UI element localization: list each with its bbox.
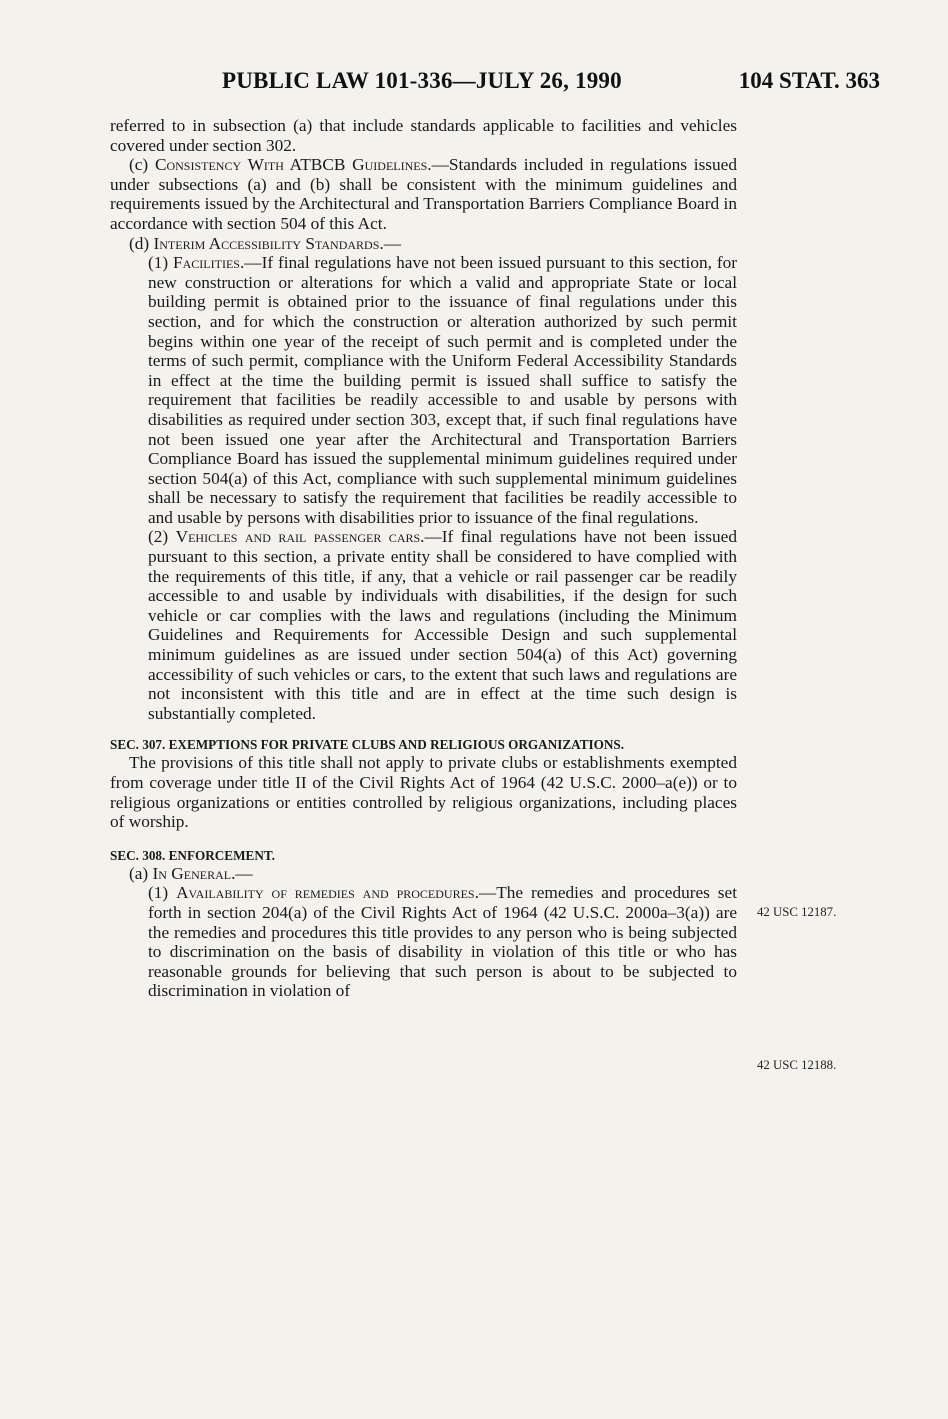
statute-page-number: 104 STAT. 363 [738,68,880,93]
subsection-308-a-paragraphs [110,883,737,1001]
paragraph-d1 [148,253,737,527]
section-308-heading: SEC. 308. ENFORCEMENT. [110,847,275,863]
paragraph-heading: Vehicles and rail passenger cars. [175,527,425,547]
section-307-text: The provisions of this title shall not apply to private clubs or establishments exempted from coverage under title II of the Civil Rights Act of 1964 (42 U.S.C. 2000–a(e)) or to religious organizations or entities controlled by religious organizations, including places of worship. [110,753,737,832]
section-307-heading: SEC. 307. EXEMPTIONS FOR PRIVATE CLUBS AND RELIGIOUS ORGANIZATIONS. [110,737,625,753]
subsection-d-paragraphs [110,253,737,723]
margin-citation-308: 42 USC 12188. [757,1058,837,1072]
paragraph-heading: Facilities. [173,253,245,273]
paragraph-text: —The remedies and procedures set forth in section 204(a) of the Civil Rights Act of 1964 (42 U.S.C. 2000a–3(a)) are the remedies and procedures this title provides to any person who is being subjected to discrimination on the basis of disability in violation of this title or who has reasonable grounds for believing that such person is about to be subjected to discrimination in violation of [148,883,737,1001]
subsection-heading: Interim Accessibility Standards. [153,233,384,253]
subsection-heading: In General. [152,863,236,883]
page-title: PUBLIC LAW 101-336—JULY 26, 1990 [222,68,622,93]
margin-citation-307: 42 USC 12187. [757,905,837,919]
paragraph-label: (1) [148,253,174,273]
paragraph-label: (2) [148,527,176,547]
subsection-d [110,234,737,254]
paragraph-text: referred to in subsection (a) that include standards applicable to facilities and vehicles covered under section 302. [110,116,737,155]
paragraph-heading: Availability of remedies and procedures. [176,883,479,903]
subsection-label: (a) [129,863,153,883]
paragraph-text: —If final regulations have not been issued pursuant to this section, for new construction or alterations for which a valid and appropriate State or local building permit is obtained prior to the issuance of final regulations under this section, and for which the construction or alteration authorized by such permit begins within one year of the receipt of such permit and is completed under the terms of such permit, compliance with the Uniform Federal Accessibility Standards in effect at the time the building permit is issued shall suffice to satisfy the requirement that facilities be readily accessible to and usable by persons with disabilities as required under section 303, except that, if such final regulations have not been issued one year after the Architectural and Transportation Barriers Compliance Board has issued the supplemental minimum guidelines required under section 504(a) of this Act, compliance with such supplemental minimum guidelines shall be necessary to satisfy the requirement that facilities be readily accessible to and usable by persons with disabilities prior to issuance of the final regulations. [148,253,737,527]
paragraph-continuation [110,116,737,155]
subsection-dash: — [383,233,401,253]
subsection-label: (c) [129,155,155,175]
subsection-text: —Standards included in regulations issued under subsections (a) and (b) shall be consistent with the minimum guidelines and requirements issued by the Architectural and Transportation Barriers Compliance Board in accordance with section 504 of this Act. [110,155,737,233]
document-body [110,116,737,1001]
subsection-label: (d) [129,233,154,253]
subsection-heading: Consistency With ATBCB Guidelines. [154,155,432,175]
paragraph-308-a1 [148,883,737,1001]
paragraph-label: (1) [148,883,177,903]
paragraph-text: —If final regulations have not been issued pursuant to this section, a private entity shall be considered to have complied with the requirements of this title, if any, that a vehicle or rail passenger car be readily accessible to and usable by individuals with disabilities, if the design for such vehicle or car complies with the laws and regulations (including the Minimum Guidelines and Requirements for Accessible Design and such supplemental minimum guidelines as are issued under section 504(a) of this Act) governing accessibility of such vehicles or cars, to the extent that such laws and regulations are not inconsistent with this title and are in effect at the time such design is substantially completed. [148,527,737,723]
subsection-c [110,155,737,233]
page-header [110,68,880,98]
paragraph-d2 [148,527,737,723]
subsection-dash: — [235,863,253,883]
subsection-308-a [110,864,737,884]
